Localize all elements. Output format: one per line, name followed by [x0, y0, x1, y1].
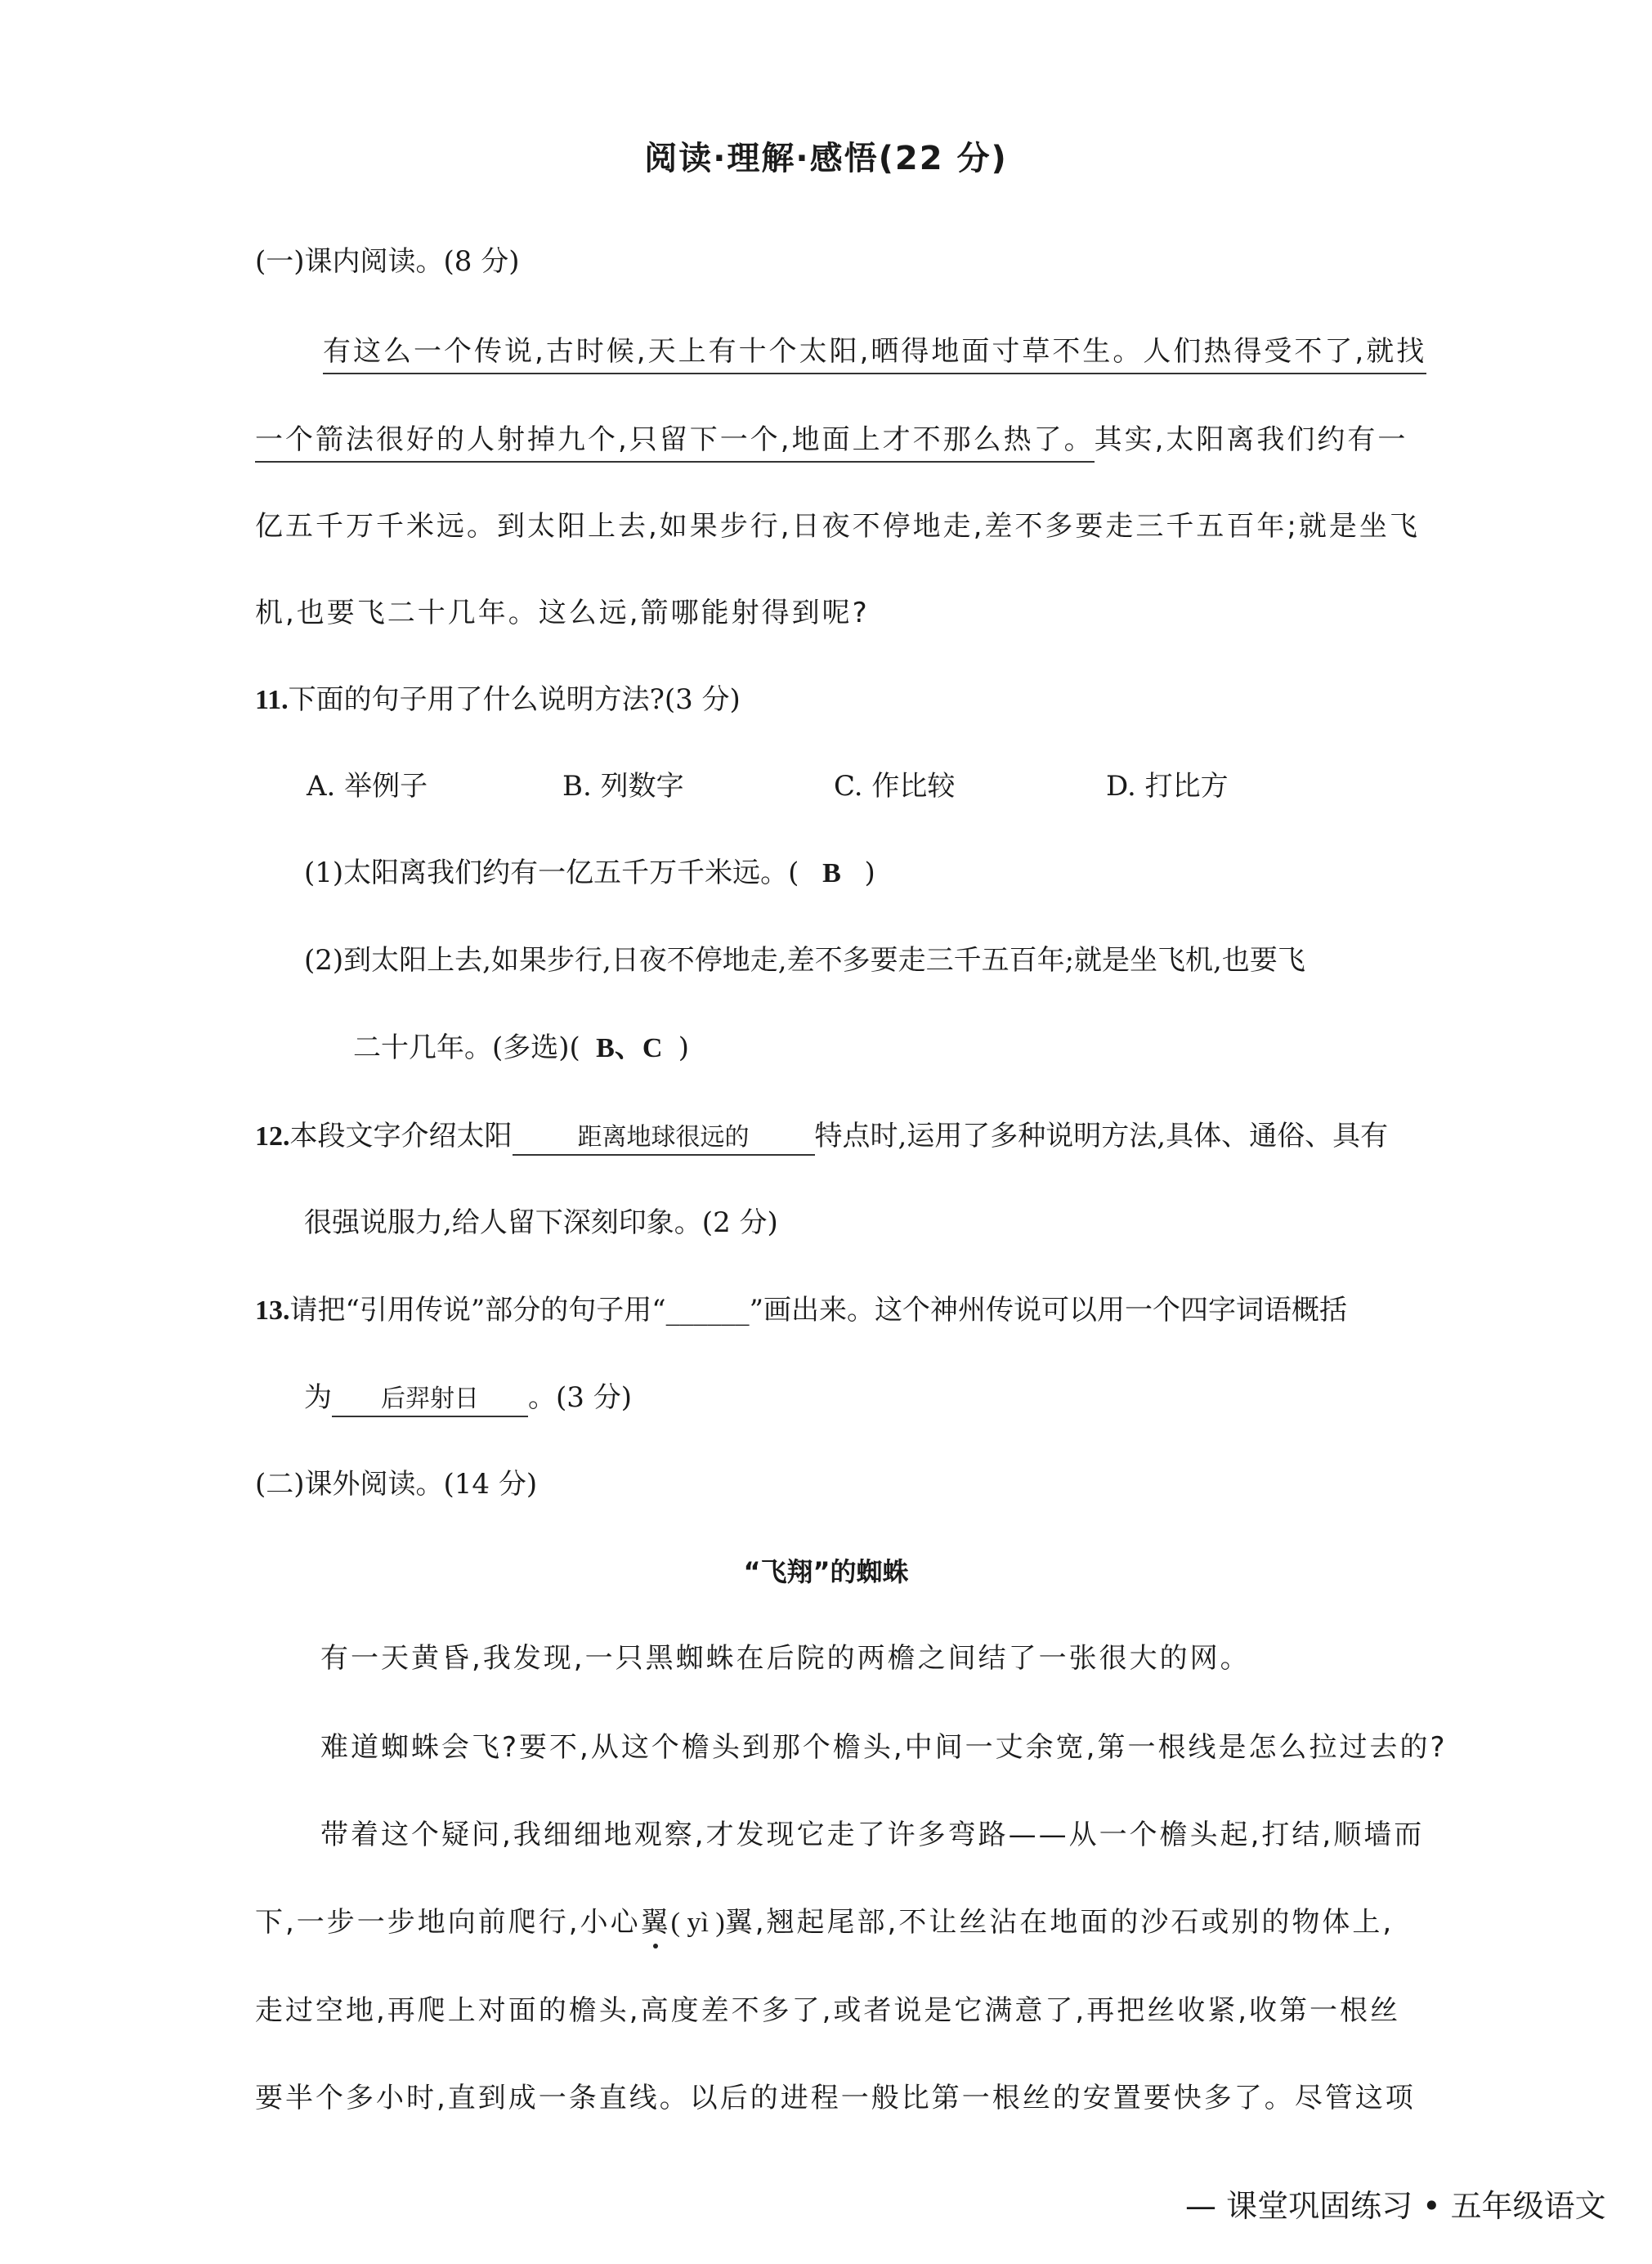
question-11-text: 下面的句子用了什么说明方法?(3 分)	[288, 683, 741, 716]
passage-line-1	[323, 327, 1426, 376]
passage-line-2-rest: 其实,太阳离我们约有一	[1094, 423, 1408, 456]
sub-2-answer: B、C	[596, 1033, 663, 1063]
question-13-text: 请把“引用传说”部分的句子用“______”画出来。这个神州传说可以用一个四字词语概括	[289, 1294, 1348, 1327]
option-b: B. 列数字	[562, 770, 684, 803]
passage-line-2	[255, 415, 1408, 464]
dotted-character: 翼	[640, 1906, 671, 1939]
sub-2-close: )	[678, 1031, 690, 1064]
question-11-sub-1	[304, 848, 875, 898]
question-12-pre: 本段文字介绍太阳	[289, 1120, 513, 1152]
story-line-2: 难道蜘蛛会飞?要不,从这个檐头到那个檐头,中间一丈余宽,第一根线是怎么拉过去的?	[320, 1731, 1448, 1764]
page-title: 阅读·理解·感悟(22 分)	[644, 140, 1008, 177]
question-11-options	[307, 762, 1369, 811]
story-line-6: 要半个多小时,直到成一条直线。以后的进程一般比第一根丝的安置要快多了。尽管这项	[255, 2082, 1416, 2114]
question-13-answer-blank: 后羿射日	[332, 1383, 528, 1417]
story-line-4	[255, 1898, 1394, 1948]
question-12-answer-blank: 距离地球很远的	[513, 1121, 815, 1156]
question-13-number: 13.	[255, 1295, 290, 1326]
passage-underlined-quote-2: 一个箭法很好的人射掉九个,只留下一个,地面上才不那么热了。	[255, 423, 1095, 463]
question-11-sub-2-line-2	[353, 1023, 689, 1073]
question-13-pre: 为	[304, 1381, 332, 1414]
story-line-5: 走过空地,再爬上对面的檐头,高度差不多了,或者说是它满意了,再把丝收紧,收第一根丝	[255, 1994, 1401, 2027]
question-11	[255, 675, 741, 725]
question-12-line-2: 很强说服力,给人留下深刻印象。(2 分)	[304, 1206, 778, 1239]
sub-1-answer: B	[822, 858, 841, 888]
question-11-sub-2-line-1: (2)到太阳上去,如果步行,日夜不停地走,差不多要走三千五百年;就是坐飞机,也要飞	[304, 944, 1305, 977]
pinyin-annotation: ( yì )	[670, 1908, 725, 1938]
passage-line-3: 亿五千万千米远。到太阳上去,如果步行,日夜不停地走,差不多要走三千五百年;就是坐飞	[255, 510, 1420, 543]
question-13-line-2	[304, 1373, 632, 1422]
sub-1-text: (1)太阳离我们约有一亿五千万千米远。(	[304, 857, 799, 889]
question-12-post: 特点时,运用了多种说明方法,具体、通俗、具有	[814, 1120, 1389, 1152]
question-12	[255, 1112, 1388, 1161]
question-13-post: 。(3 分)	[528, 1381, 632, 1414]
option-a: A. 举例子	[307, 770, 428, 803]
passage-line-4: 机,也要飞二十几年。这么远,箭哪能射得到呢?	[255, 597, 870, 629]
story-line-4-pre: 下,一步一步地向前爬行,小心	[255, 1906, 641, 1939]
section2-heading: (二)课外阅读。(14 分)	[255, 1468, 538, 1501]
section1-heading: (一)课内阅读。(8 分)	[255, 245, 520, 278]
passage-underlined-quote-1: 有这么一个传说,古时候,天上有十个太阳,晒得地面寸草不生。人们热得受不了,就找	[323, 335, 1426, 374]
story-line-4-post: 翼,翘起尾部,不让丝沾在地面的沙石或别的物体上,	[724, 1906, 1395, 1939]
story-line-3: 带着这个疑问,我细细地观察,才发现它走了许多弯路——从一个檐头起,打结,顺墙而	[320, 1819, 1425, 1851]
option-c: C. 作比较	[834, 770, 956, 803]
question-13	[255, 1286, 1347, 1336]
story-line-1: 有一天黄昏,我发现,一只黑蜘蛛在后院的两檐之间结了一张很大的网。	[320, 1642, 1251, 1675]
sub-2-text: 二十几年。(多选)(	[353, 1031, 580, 1064]
page-footer: — 课堂巩固练习 • 五年级语文	[1185, 2188, 1606, 2224]
question-12-number: 12.	[255, 1121, 290, 1152]
question-11-number: 11.	[255, 685, 289, 715]
story-title: “飞翔”的蜘蛛	[743, 1556, 909, 1587]
option-d: D. 打比方	[1106, 770, 1229, 803]
sub-1-close: )	[864, 857, 875, 889]
